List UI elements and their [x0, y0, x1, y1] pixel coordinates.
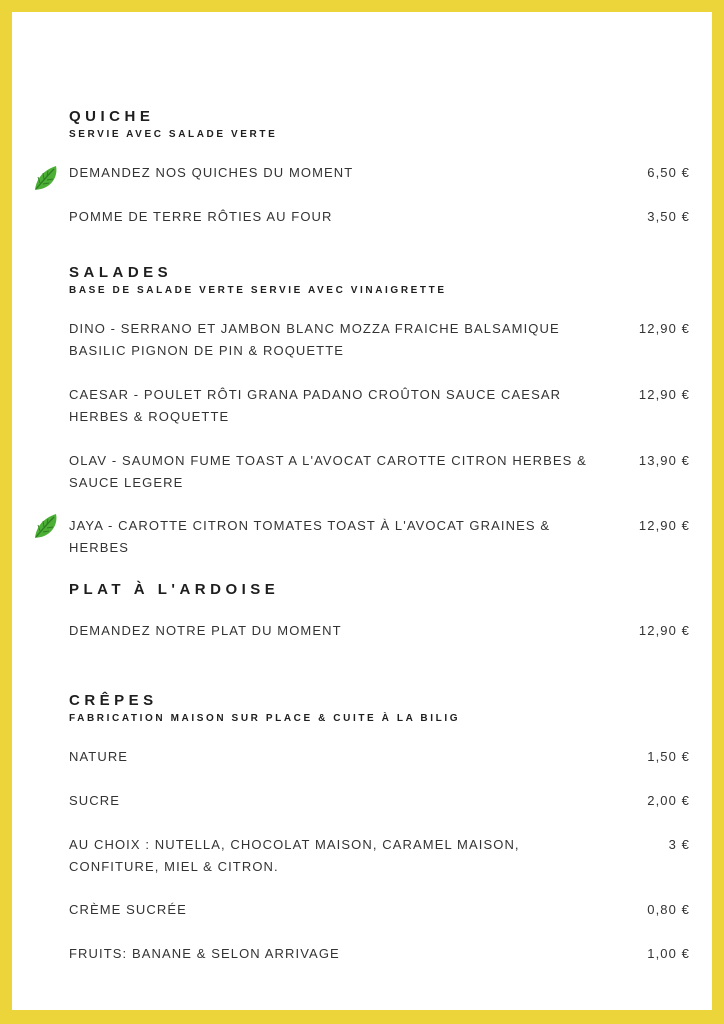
menu-item-price: 12,90 €	[638, 623, 690, 638]
menu-item-name: OLAV - SAUMON FUME TOAST A L'AVOCAT CAROTTE CITRON HERBES & SAUCE LEGERE	[69, 453, 587, 490]
menu-item-price: 1,50 €	[647, 749, 690, 764]
menu-item-name: AU CHOIX : NUTELLA, CHOCOLAT MAISON, CARAMEL MAISON, CONFITURE, MIEL & CITRON.	[69, 837, 520, 874]
menu-item-price: 12,90 €	[638, 321, 690, 336]
menu-item-price: 0,80 €	[647, 902, 690, 917]
menu-item-name: DINO - SERRANO ET JAMBON BLANC MOZZA FRAICHE BALSAMIQUE BASILIC PIGNON DE PIN & ROQUETTE	[69, 321, 560, 358]
menu-item-price: 1,00 €	[647, 946, 690, 961]
section-subtitle-crepes: FABRICATION MAISON SUR PLACE & CUITE À LA BILIG	[69, 713, 461, 724]
menu-item-price: 12,90 €	[638, 518, 690, 533]
section-title-quiche: QUICHE	[69, 108, 155, 125]
menu-item-name: JAYA - CAROTTE CITRON TOMATES TOAST À L'AVOCAT GRAINES & HERBES	[69, 518, 551, 555]
menu-item-price: 13,90 €	[638, 453, 690, 468]
section-title-crepes: CRÊPES	[69, 692, 158, 709]
menu-item-price: 2,00 €	[647, 793, 690, 808]
menu-item-name: FRUITS: BANANE & SELON ARRIVAGE	[69, 946, 340, 961]
menu-item-price: 3,50 €	[647, 209, 690, 224]
leaf-icon	[32, 163, 62, 193]
menu-item-name: SUCRE	[69, 793, 121, 808]
menu-item-name: DEMANDEZ NOS QUICHES DU MOMENT	[69, 165, 354, 180]
section-subtitle-quiche: SERVIE AVEC SALADE VERTE	[69, 129, 278, 140]
menu-item-name: CAESAR - POULET RÔTI GRANA PADANO CROÛTON SAUCE CAESAR HERBES & ROQUETTE	[69, 387, 562, 424]
section-subtitle-salades: BASE DE SALADE VERTE SERVIE AVEC VINAIGRETTE	[69, 285, 447, 296]
menu-item-price: 3 €	[668, 837, 690, 852]
menu-item-name: DEMANDEZ NOTRE PLAT DU MOMENT	[69, 623, 342, 638]
menu-item-name: CRÈME SUCRÉE	[69, 902, 187, 917]
menu-item-name: NATURE	[69, 749, 129, 764]
leaf-icon	[32, 511, 62, 541]
menu-item-price: 6,50 €	[647, 165, 690, 180]
section-title-plat: PLAT À L'ARDOISE	[69, 581, 280, 598]
menu-page	[12, 12, 712, 1010]
menu-item-price: 12,90 €	[638, 387, 690, 402]
section-title-salades: SALADES	[69, 264, 173, 281]
menu-item-name: POMME DE TERRE RÔTIES AU FOUR	[69, 209, 333, 224]
